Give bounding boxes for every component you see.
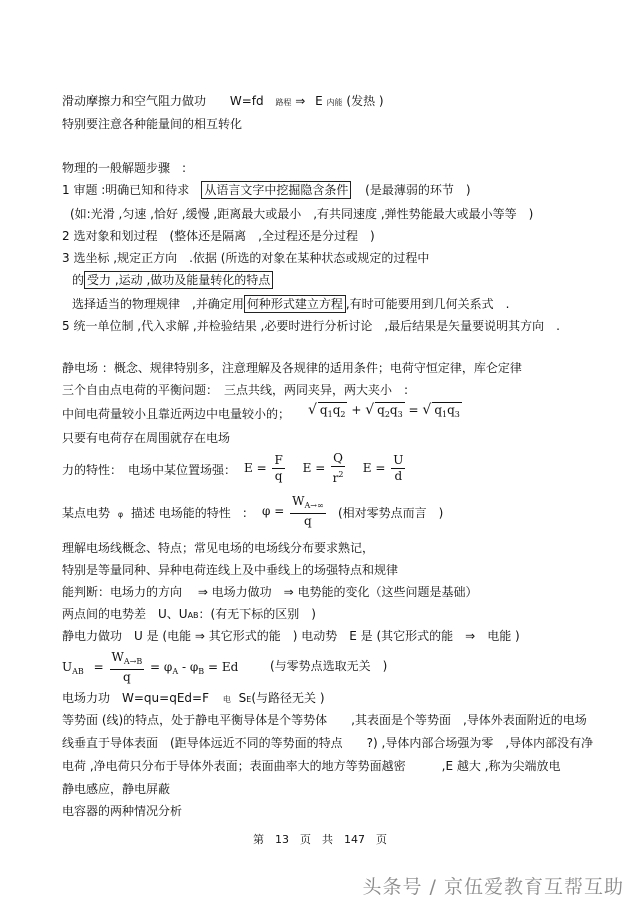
- text-line: 中间电荷量较小且靠近两边中电量较小的；: [62, 407, 291, 421]
- text-line: (与零势点选取无关 ): [270, 659, 388, 673]
- text-line: 力的特性： 电场中某位置场强：: [62, 463, 237, 477]
- text-line: 特别要注意各种能量间的相互转化: [62, 117, 243, 131]
- text-line: 电容器的两种情况分析: [62, 804, 183, 818]
- text-line: 选择适当的物理规律 ,并确定用 何种形式建立方程 ,有时可能要用到几何关系式 .: [72, 297, 510, 311]
- formula-potential: φ = $\frac{W_{A\to\infty}}{q}$: [262, 494, 324, 528]
- watermark: 头条号 / 京伍爱教育互帮互助: [362, 876, 624, 898]
- boxed-text: 从语言文字中挖掘隐含条件: [201, 181, 351, 199]
- text-line: 静电场 ：概念、规律特别多，注意理解及各规律的适用条件；电荷守恒定律，库仑定律: [62, 361, 522, 375]
- section-heading: 物理的一般解题步骤 :: [62, 161, 187, 175]
- text-line: (如:光滑 ,匀速 ,恰好 ,缓慢 ,距离最大或最小 ,有共同速度 ,弹性势能最大或最小等等 ): [70, 207, 534, 221]
- text-line: 只要有电荷存在周围就存在电场: [62, 431, 231, 445]
- text-line: 线垂直于导体表面 (距导体远近不同的等势面的特点 ?) ,导体内部合场强为零 ,导体内部没有净: [62, 736, 594, 750]
- text-line: 静电感应，静电屏蔽: [62, 782, 171, 796]
- text-line: (相对零势点而言 ): [338, 506, 444, 520]
- text-line: 电场力功 W=qu=qEd=F 电 SE(与路径无关 ): [62, 691, 325, 705]
- text-line: 静电力做功 U 是 (电能 ⇒ 其它形式的能 ) 电动势 E 是 (其它形式的能 ⇒ 电能 ): [62, 629, 520, 643]
- page-footer: 第 13 页 共 147 页: [253, 833, 387, 846]
- formula-field-strength: E = $\frac{F}{q}$ E = $\frac{Q}{r^2}$ E = $\frac{U}{d}$: [244, 451, 404, 485]
- text-line: 特别是等量同种、异种电荷连线上及中垂线上的场强特点和规律: [62, 563, 399, 577]
- text-line: 2 选对象和划过程 (整体还是隔离 ,全过程还是分过程 ): [62, 229, 375, 243]
- text-line: 滑动摩擦力和空气阻力做功 W=fd 路程 ⇒ E 内能 (发热 ): [62, 94, 384, 108]
- text-line: 两点间的电势差 U、UAB：(有无下标的区别 ): [62, 607, 316, 621]
- formula-potential-difference: $U_{AB}$ = $\frac{W_{A\to B}}{q}$ = $\varphi_A - \varphi_B = Ed$: [62, 650, 239, 684]
- boxed-text: 受力 ,运动 ,做功及能量转化的特点: [84, 271, 273, 289]
- text-line: 的 受力 ,运动 ,做功及能量转化的特点: [72, 272, 273, 288]
- text-line: 某点电势 φ 描述 电场能的特性 :: [62, 506, 247, 520]
- text-line: 3 选坐标 ,规定正方向 .依据 (所选的对象在某种状态或规定的过程中: [62, 251, 430, 265]
- formula-sqrt-relation: √ $q_1q_2$ + √ $q_2q_3$ = √ $q_1q_3$: [308, 402, 460, 419]
- text-line: 理解电场线概念、特点；常见电场的电场线分布要求熟记，: [62, 541, 375, 555]
- text-line: 1 审题 :明确已知和待求 从语言文字中挖掘隐含条件 (是最薄弱的环节 ): [62, 183, 471, 197]
- text-line: 电荷 ,净电荷只分布于导体外表面；表面曲率大的地方等势面越密 ,E 越大 ,称为尖端放电: [62, 759, 561, 773]
- text-line: 5 统一单位制 ,代入求解 ,并检验结果 ,必要时进行分析讨论 ,最后结果是矢量要说明其方向 .: [62, 319, 560, 333]
- text-line: 三个自由点电荷的平衡问题： 三点共线，两同夹异，两大夹小 :: [62, 383, 409, 397]
- text-line: 等势面 (线)的特点，处于静电平衡导体是个等势体 ,其表面是个等势面 ,导体外表面附近的电场: [62, 713, 587, 727]
- text-line: 能判断：电场力的方向 ⇒ 电场力做功 ⇒ 电势能的变化（这些问题是基础）: [62, 585, 478, 599]
- boxed-text: 何种形式建立方程: [244, 295, 346, 313]
